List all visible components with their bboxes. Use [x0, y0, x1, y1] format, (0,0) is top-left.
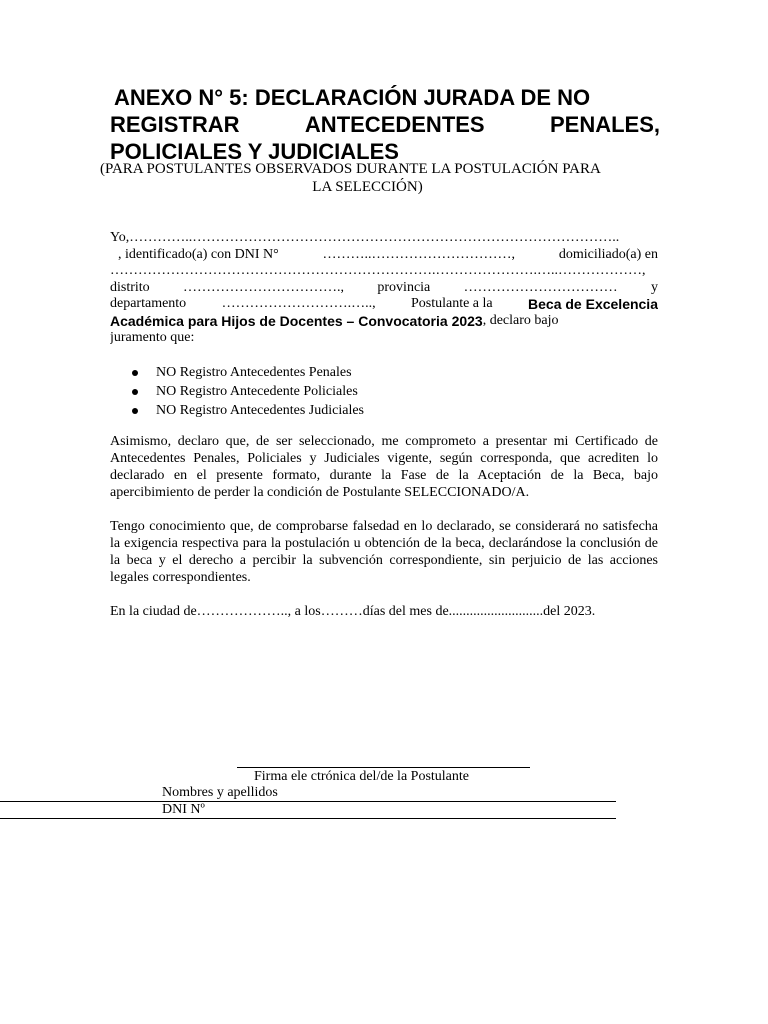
subtitle-line-2: LA SELECCIÓN) — [312, 179, 423, 195]
declaration-list — [130, 363, 364, 420]
distrito-label: distrito — [110, 279, 150, 295]
title-line-3: POLICIALES Y JUDICIALES — [110, 139, 399, 164]
names-label: Nombres y apellidos — [162, 785, 278, 800]
names-row — [0, 784, 616, 802]
field-row-department — [110, 296, 658, 313]
paragraph-asimismo: Asimismo, declaro que, de ser seleccionado, me comprometo a presentar mi Certificado de Antecedentes Penales, Policiales y Judiciales vigente, según corresponda, que acrediten lo declarado en el presente formato, durante la Fase de la Aceptación de la Beca, bajo apercibimiento de perder la condición de Postulante SELECCIONADO/A. — [110, 434, 658, 500]
identificado-label: , identificado(a) con DNI N° — [118, 246, 279, 262]
signature-label: Firma ele ctrónica del/de la Postulante — [254, 769, 469, 784]
juramento-text: juramento que: — [110, 329, 195, 345]
subtitle-line-1: (PARA POSTULANTES OBSERVADOS DURANTE LA POSTULACIÓN PARA — [100, 161, 601, 177]
beca-name-part-2: Académica para Hijos de Docentes – Convocatoria 2023 — [110, 312, 483, 329]
y-word: y — [650, 279, 658, 295]
title-line-1: ANEXO N° 5: DECLARACIÓN JURADA DE NO — [114, 85, 591, 110]
field-row-district — [110, 280, 658, 297]
list-item: NO Registro Antecedentes Judiciales — [130, 401, 364, 420]
paragraph-tengo-conocimiento: Tengo conocimiento que, de comprobarse falsedad en lo declarado, se considerará no satisfecha la exigencia respectiva para la postulación u obtención de la beca, declarándose la conclusión de la beca y el derecho a percibir la subvención correspondiente, sin perjuicio de las acciones legales correspondientes. — [110, 519, 658, 585]
postulante-label: Postulante a la — [410, 296, 493, 312]
field-row-beca — [110, 313, 658, 330]
dni-row — [0, 801, 616, 819]
document-title — [110, 84, 660, 165]
dni-label: DNI Nº — [162, 802, 205, 817]
beca-name-part-1: Beca de Excelencia — [528, 296, 658, 313]
departamento-field: ……………………….….., — [221, 296, 376, 312]
title-word-registrar: REGISTRAR — [110, 112, 240, 137]
declaration-fields — [110, 230, 658, 346]
domiciliado-label: domiciliado(a) en — [558, 246, 658, 262]
title-word-antecedentes: ANTECEDENTES — [304, 112, 485, 137]
declaro-text: , declaro bajo — [482, 312, 559, 328]
address-field: …………………………………………………………….………………….…..………………, — [110, 263, 646, 279]
title-word-penales: PENALES, — [549, 112, 660, 137]
title-line-2 — [110, 111, 660, 138]
document-subtitle — [100, 160, 635, 196]
field-row-name — [110, 230, 658, 247]
field-row-dni — [110, 247, 658, 264]
paragraph-ciudad-fecha: En la ciudad de……………….., a los………días del mes de...........................del 2023. — [110, 604, 596, 619]
provincia-field: …………………………… — [463, 279, 618, 295]
field-row-address — [110, 263, 658, 280]
list-item: NO Registro Antecedente Policiales — [130, 382, 364, 401]
provincia-label: provincia — [377, 279, 431, 295]
yo-field: Yo,…………..……………………………………………………………………………….. — [110, 230, 620, 245]
distrito-field: ……………………………., — [183, 279, 345, 295]
departamento-label: departamento — [110, 296, 187, 312]
field-row-juramento — [110, 330, 658, 347]
list-item: NO Registro Antecedentes Penales — [130, 363, 364, 382]
dni-field: ………..…………………………, — [322, 246, 516, 262]
